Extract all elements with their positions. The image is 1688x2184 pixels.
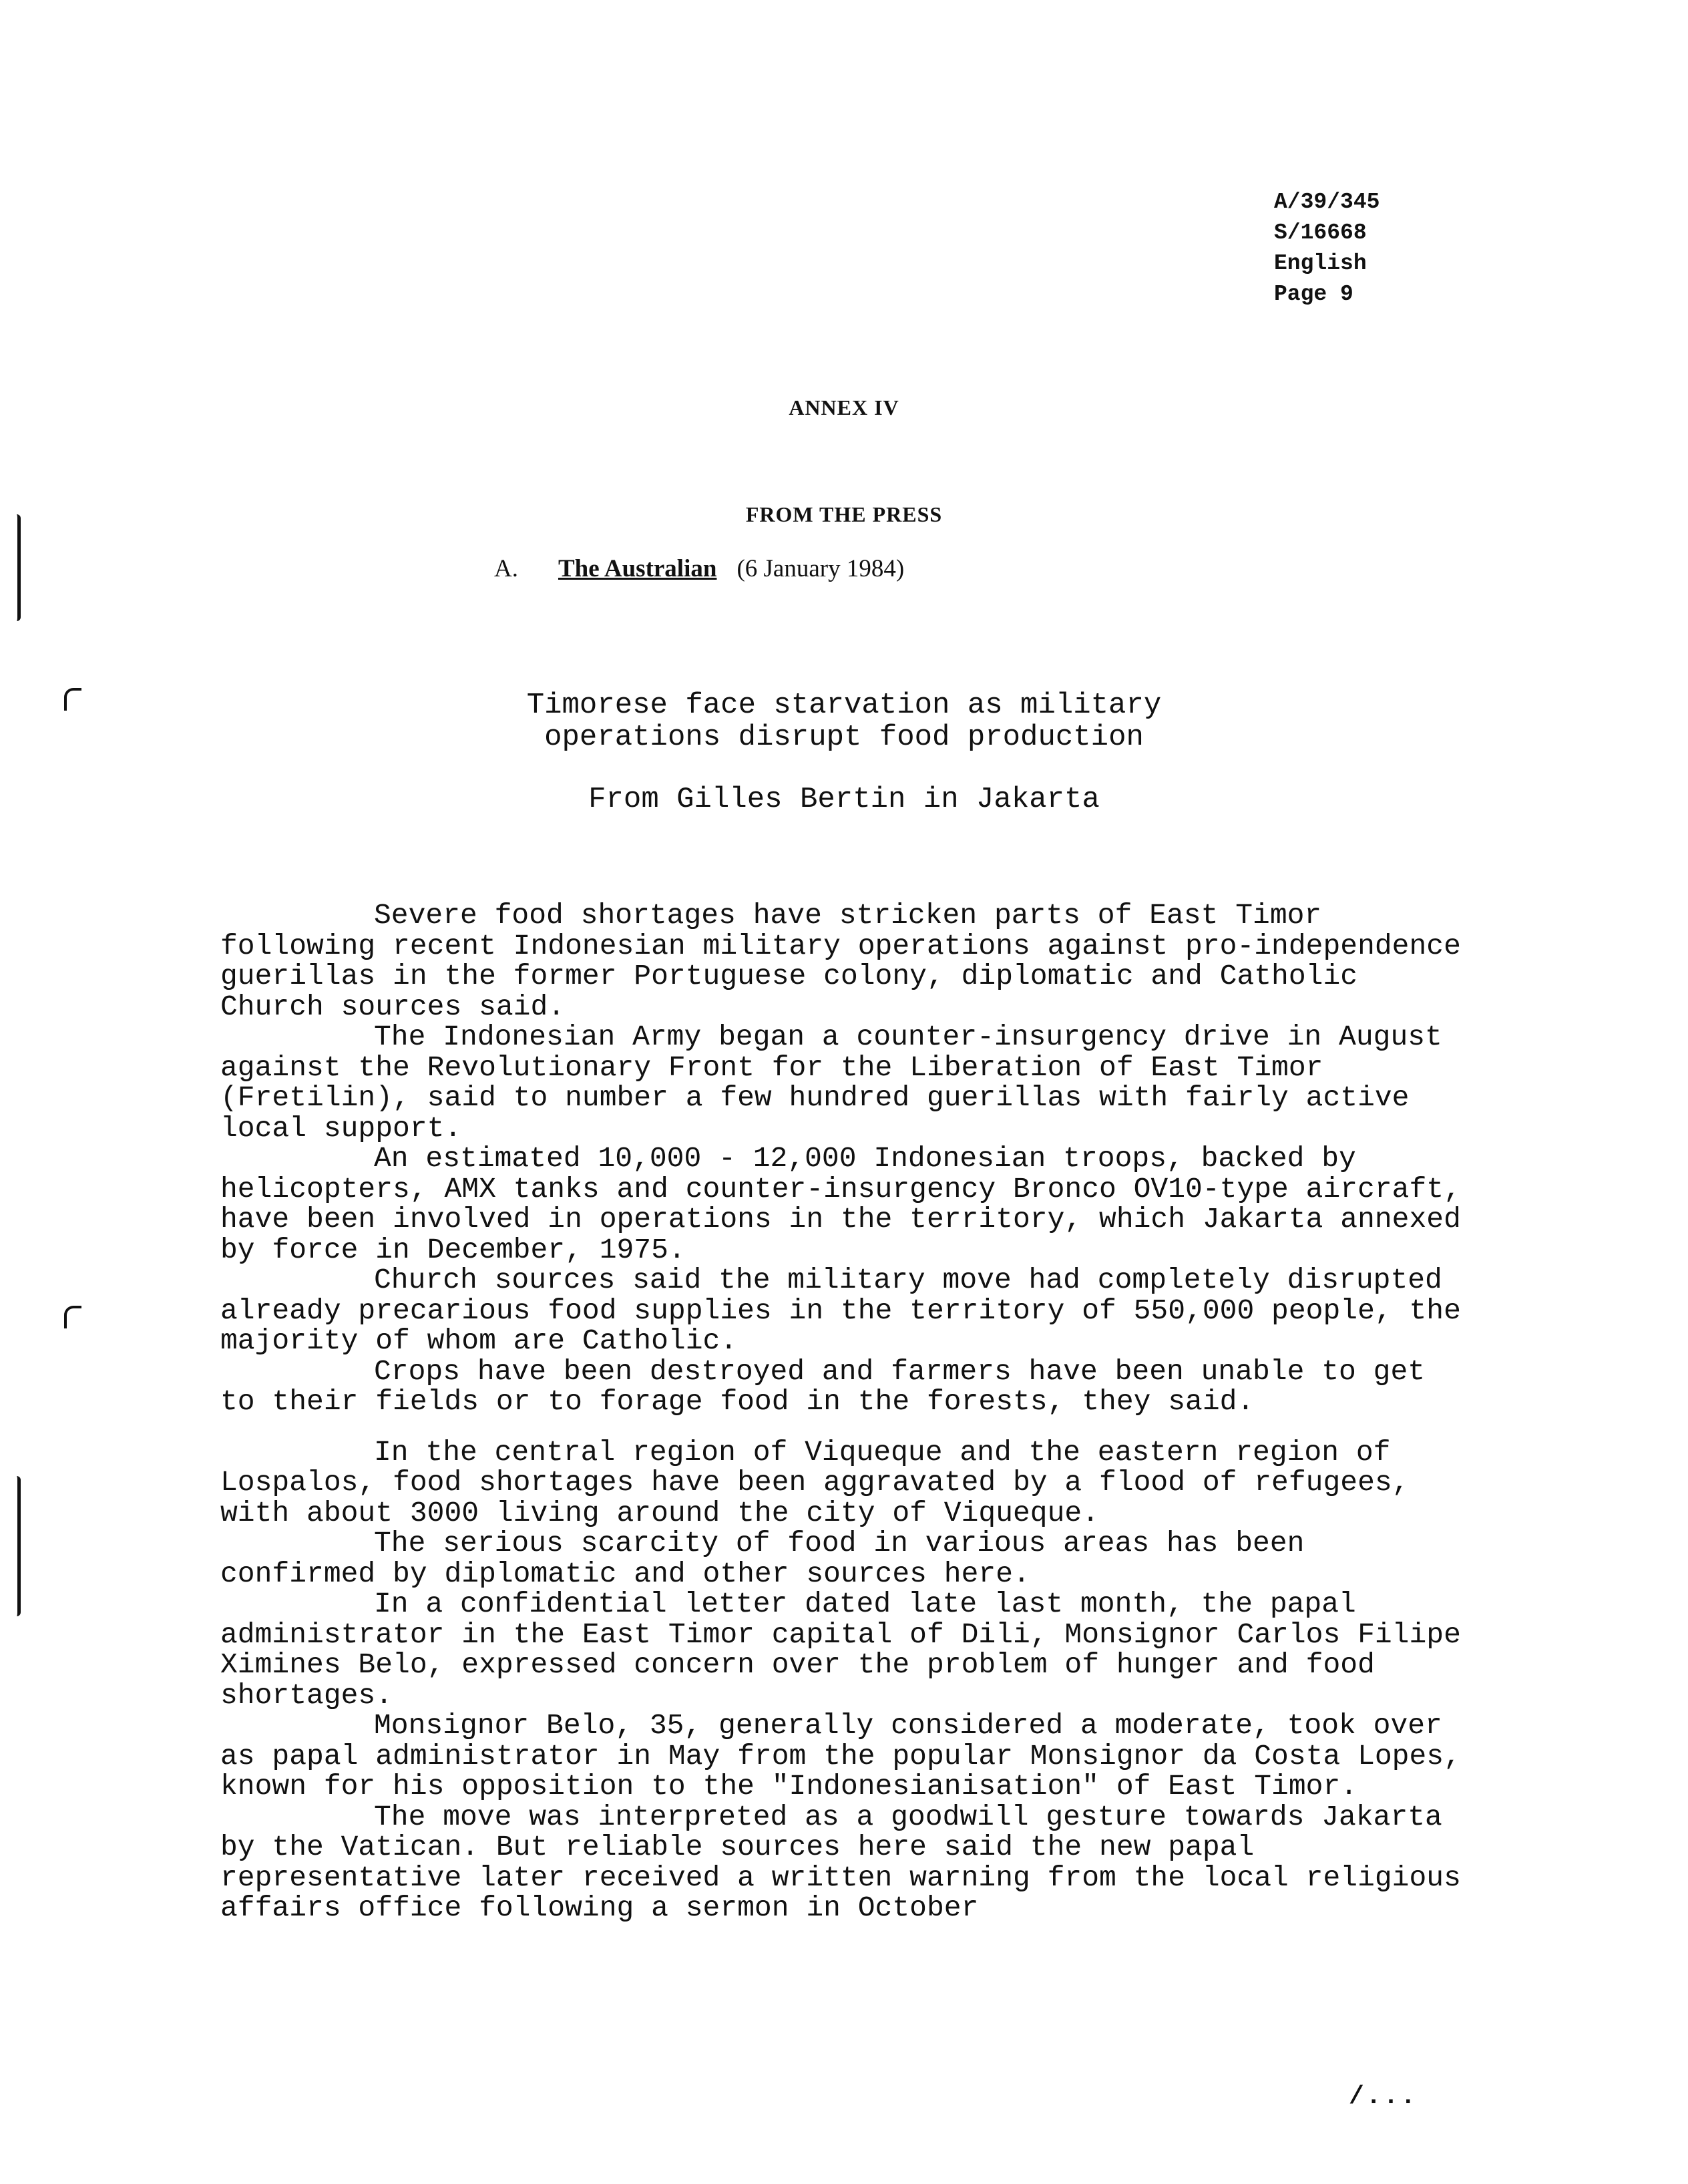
- article-paragraph-1: Severe food shortages have stricken parts of East Timor following recent Indonesian military operations against pro-independence guerillas in the former Portuguese colony, diplomatic and Catholic Church sources said.: [220, 899, 1461, 1023]
- article-paragraph-8: In a confidential letter dated late last month, the papal administrator in the East Timor capital of Dili, Monsignor Carlos Filipe Ximines Belo, expressed concern over the problem of hunger and food shortages.: [220, 1588, 1461, 1712]
- margin-hook-mark: [64, 688, 81, 711]
- article-paragraph-6: In the central region of Viqueque and the eastern region of Lospalos, food shortages have been aggravated by a flood of refugees, with about 3000 living around the city of Viqueque.: [220, 1435, 1410, 1529]
- article-byline: From Gilles Bertin in Jakarta: [588, 783, 1100, 816]
- annex-title: ANNEX IV: [789, 395, 899, 419]
- page-number: Page 9: [1274, 282, 1353, 307]
- margin-bracket-mark: [12, 1476, 21, 1616]
- section-title: FROM THE PRESS: [745, 502, 943, 526]
- document-language: English: [1274, 251, 1367, 276]
- article-paragraph-5: Crops have been destroyed and farmers have been unable to get to their fields or to forage food in the forests, they said.: [220, 1354, 1426, 1418]
- continuation-mark: /...: [1349, 2082, 1418, 2111]
- article-paragraph-2: The Indonesian Army began a counter-insurgency drive in August against the Revolutionary Front for the Liberation of East Timor (Fretilin), said to number a few hundred guerillas with fairly active local support.: [220, 1021, 1442, 1145]
- article-paragraph-7: The serious scarcity of food in various areas has been confirmed by diplomatic and other sources here.: [220, 1527, 1305, 1590]
- article-paragraph-10: The move was interpreted as a goodwill gesture towards Jakarta by the Vatican. But reliable sources here said the new papal representative later received a written warning from the local religious affairs office following a sermon in October: [220, 1800, 1461, 1924]
- headline-line-2: operations disrupt food production: [544, 721, 1144, 754]
- document-symbol-security-council: S/16668: [1274, 220, 1367, 245]
- press-source: [494, 554, 904, 583]
- margin-bracket-mark: [12, 514, 21, 621]
- margin-hook-mark: [64, 1306, 81, 1328]
- article-paragraph-3: An estimated 10,000 - 12,000 Indonesian troops, backed by helicopters, AMX tanks and counter-insurgency Bronco OV10-type aircraft, have been involved in operations in the territory, which Jakarta annexed by force in December, 1975.: [220, 1142, 1461, 1266]
- document-symbol-block: [1274, 187, 1380, 310]
- article-paragraph-9: Monsignor Belo, 35, generally considered a moderate, took over as papal administrator in May from the popular Monsignor da Costa Lopes, known for his opposition to the "Indonesianisation" of East Timor.: [220, 1709, 1461, 1803]
- article-headline: [0, 689, 1688, 753]
- publication-date: (6 January 1984): [736, 555, 905, 582]
- headline-line-1: Timorese face starvation as military: [526, 689, 1162, 722]
- article-body: [220, 900, 1462, 1924]
- source-letter: A.: [494, 555, 518, 582]
- newspaper-name: The Australian: [558, 555, 717, 582]
- document-symbol-general-assembly: A/39/345: [1274, 190, 1380, 214]
- article-paragraph-4: Church sources said the military move had completely disrupted already precarious food supplies in the territory of 550,000 people, the majority of whom are Catholic.: [220, 1264, 1461, 1357]
